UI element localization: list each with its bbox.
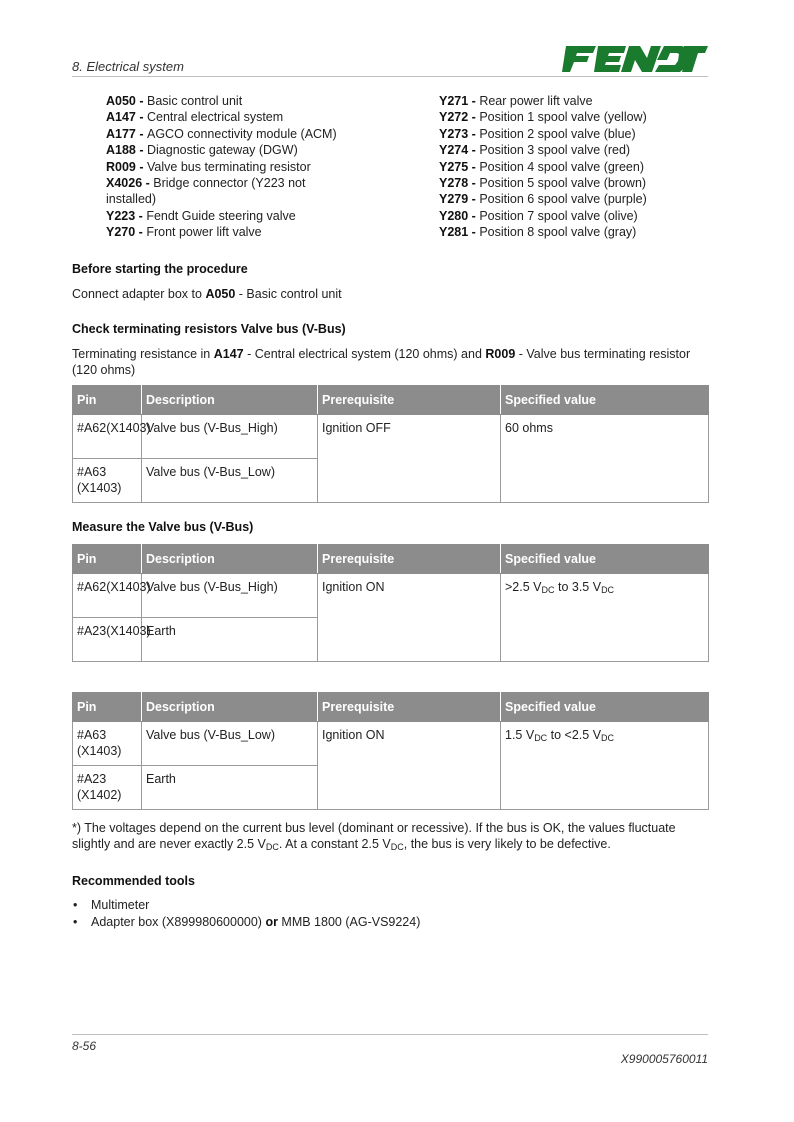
legend-item: Y223 - Fendt Guide steering valve bbox=[106, 208, 296, 223]
prerequisite-cell: Ignition OFF bbox=[318, 415, 501, 503]
col-description: Description bbox=[142, 386, 318, 415]
fendt-logo bbox=[562, 44, 708, 74]
legend-item: Y272 - Position 1 spool valve (yellow) bbox=[439, 110, 647, 125]
col-pin: Pin bbox=[73, 386, 142, 415]
legend-item: Y280 - Position 7 spool valve (olive) bbox=[439, 208, 638, 223]
col-description: Description bbox=[142, 545, 318, 574]
list-item: • Adapter box (X899980600000) or MMB 1800 (AG-VS9224) bbox=[73, 915, 421, 929]
col-pin: Pin bbox=[73, 693, 142, 722]
table-row bbox=[73, 574, 709, 618]
specified-cell: 1.5 $V_{DC}$ to <2.5 $V_{DC}$ bbox=[501, 722, 709, 810]
col-specified: Specified value bbox=[501, 386, 709, 415]
legend-item: A147 - Central electrical system bbox=[106, 110, 284, 125]
legend-item: Y270 - Front power lift valve bbox=[106, 225, 262, 240]
footnote: *) The voltages depend on the current bus level (dominant or recessive). If the bus is OK, the values fluctuate slightly and are never exactly 2.5 $V_{DC}$. At a constant 2.5 $V_{DC}$, the bus is very likely to be defective. bbox=[72, 821, 676, 853]
col-description: Description bbox=[142, 693, 318, 722]
resistance-table bbox=[72, 385, 709, 503]
legend-item: Y271 - Rear power lift valve bbox=[439, 94, 593, 108]
col-prerequisite: Prerequisite bbox=[318, 693, 501, 722]
legend-item: Y279 - Position 6 spool valve (purple) bbox=[439, 192, 647, 207]
tools-list bbox=[72, 897, 420, 931]
pin-cell: #A62(X1403) bbox=[73, 415, 142, 459]
legend-item: X4026 - Bridge connector (Y223 not installed) bbox=[106, 176, 306, 207]
before-text: Connect adapter box to A050 - Basic control unit bbox=[72, 287, 342, 301]
legend-right bbox=[439, 93, 719, 241]
description-cell: Earth bbox=[142, 766, 318, 810]
description-cell: Valve bus (V-Bus_High) bbox=[142, 415, 318, 459]
description-cell: Valve bus (V-Bus_Low) bbox=[142, 722, 318, 766]
vbus-high-table bbox=[72, 544, 709, 662]
before-heading: Before starting the procedure bbox=[72, 262, 248, 276]
specified-cell: >2.5 $V_{DC}$ to 3.5 $V_{DC}$ bbox=[501, 574, 709, 662]
legend-item: R009 - Valve bus terminating resistor bbox=[106, 159, 311, 174]
pin-cell: #A23 (X1402) bbox=[73, 766, 142, 810]
measure-heading: Measure the Valve bus (V-Bus) bbox=[72, 520, 254, 534]
legend-item: Y281 - Position 8 spool valve (gray) bbox=[439, 225, 637, 240]
prerequisite-cell: Ignition ON bbox=[318, 722, 501, 810]
tools-heading: Recommended tools bbox=[72, 874, 195, 888]
description-cell: Valve bus (V-Bus_High) bbox=[142, 574, 318, 618]
legend-item: Y275 - Position 4 spool valve (green) bbox=[439, 159, 644, 174]
check-text: Terminating resistance in A147 - Central electrical system (120 ohms) and R009 - Valve bus terminating resistor (120 ohms) bbox=[72, 347, 691, 378]
table-row bbox=[73, 722, 709, 766]
pin-cell: #A62(X1403) bbox=[73, 574, 142, 618]
col-prerequisite: Prerequisite bbox=[318, 545, 501, 574]
col-pin: Pin bbox=[73, 545, 142, 574]
legend-item: A177 - AGCO connectivity module (ACM) bbox=[106, 126, 337, 141]
description-cell: Valve bus (V-Bus_Low) bbox=[142, 459, 318, 503]
legend-item: Y278 - Position 5 spool valve (brown) bbox=[439, 176, 647, 191]
specified-cell: 60 ohms bbox=[501, 415, 709, 503]
vbus-low-table bbox=[72, 692, 709, 810]
legend-item: Y273 - Position 2 spool valve (blue) bbox=[439, 126, 636, 141]
legend-left bbox=[106, 93, 406, 241]
pin-cell: #A63 (X1403) bbox=[73, 459, 142, 503]
legend-item: A050 - Basic control unit bbox=[106, 94, 243, 108]
list-item: • Multimeter bbox=[73, 898, 150, 912]
description-cell: Earth bbox=[142, 618, 318, 662]
document-number: X990005760011 bbox=[620, 1052, 708, 1066]
col-specified: Specified value bbox=[501, 693, 709, 722]
legend-item: A188 - Diagnostic gateway (DGW) bbox=[106, 143, 298, 158]
bullet-icon: • bbox=[73, 915, 78, 929]
col-specified: Specified value bbox=[501, 545, 709, 574]
section-title: 8. Electrical system bbox=[72, 59, 184, 74]
footer-rule bbox=[72, 1034, 708, 1035]
col-prerequisite: Prerequisite bbox=[318, 386, 501, 415]
pin-cell: #A23(X1403) bbox=[73, 618, 142, 662]
page-number: 8-56 bbox=[72, 1039, 97, 1053]
check-heading: Check terminating resistors Valve bus (V-Bus) bbox=[72, 322, 346, 336]
header-rule bbox=[72, 76, 708, 77]
pin-cell: #A63 (X1403) bbox=[73, 722, 142, 766]
bullet-icon: • bbox=[73, 898, 78, 912]
table-row bbox=[73, 415, 709, 459]
legend-item: Y274 - Position 3 spool valve (red) bbox=[439, 143, 631, 158]
prerequisite-cell: Ignition ON bbox=[318, 574, 501, 662]
